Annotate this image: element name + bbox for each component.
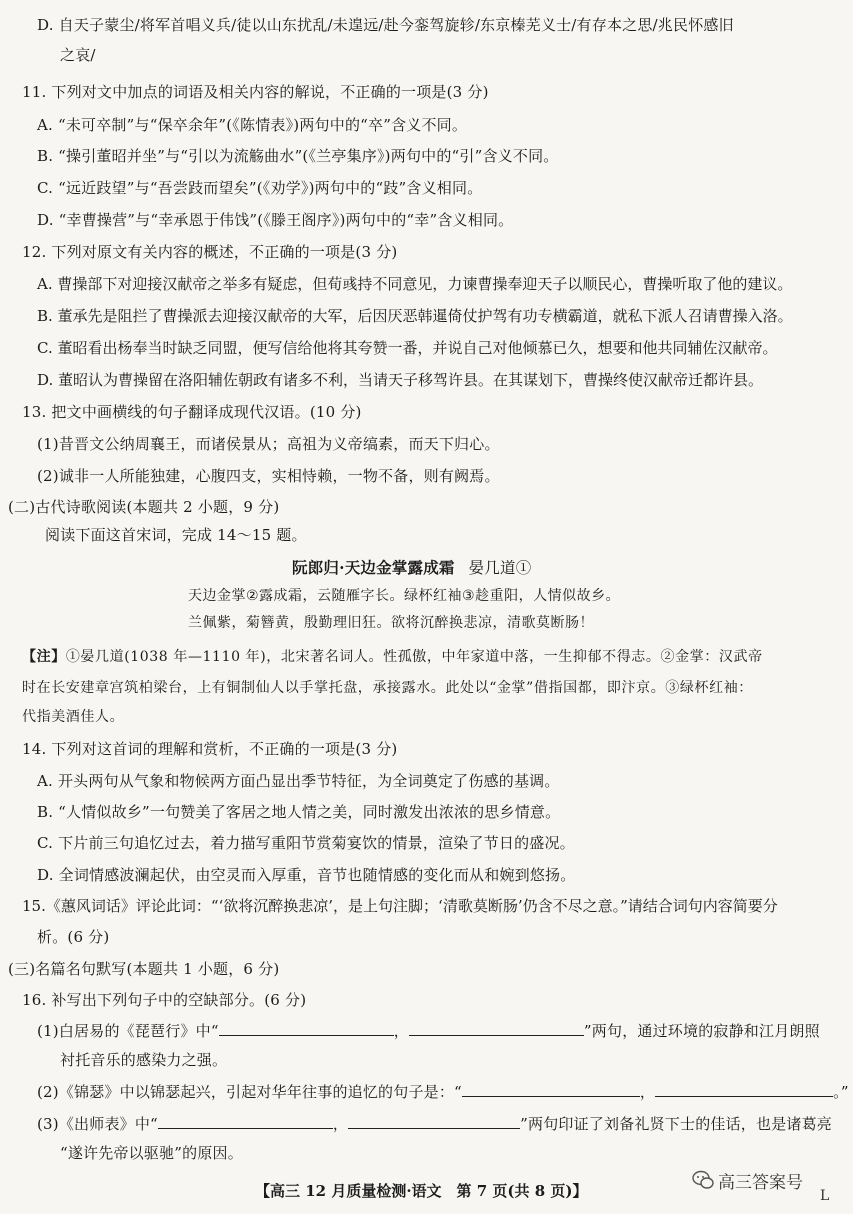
q13-part-2: (2)诚非一人所能独建，心腹四支，实相恃赖，一物不备，则有阙焉。 (37, 467, 500, 485)
q16-part-3 (37, 1113, 832, 1135)
poem-title: 阮郎归·天边金掌露成霜 (292, 558, 455, 577)
fill-blank[interactable] (158, 1114, 333, 1129)
fill-blank[interactable] (462, 1082, 640, 1097)
poem-note-line-3: 代指美酒佳人。 (22, 709, 125, 725)
q16-1-prefix: (1)白居易的《琵琶行》中“ (37, 1022, 219, 1040)
q14-option-a: A. 开头两句从气象和物候两方面凸显出季节特征，为全词奠定了伤感的基调。 (37, 772, 560, 790)
fill-blank[interactable] (409, 1021, 584, 1036)
q12-option-c: C. 董昭看出杨奉当时缺乏同盟，便写信给他将其夸赞一番，并说自己对他倾慕已久，想要和他共同辅佐汉献帝。 (37, 339, 778, 357)
q16-part-2 (37, 1081, 849, 1103)
question-11: 11. 下列对文中加点的词语及相关内容的解说，不正确的一项是(3 分) (22, 83, 489, 101)
q16-2-comma: ， (639, 1083, 656, 1101)
poem-title-line (292, 557, 531, 579)
q16-3-comma: ， (332, 1115, 349, 1133)
section-heading-poetry: (二)古代诗歌阅读(本题共 2 小题，9 分) (8, 498, 280, 516)
fill-blank[interactable] (219, 1021, 394, 1036)
q16-3-suffix: ”两句印证了刘备礼贤下士的佳话，也是诸葛亮 (520, 1115, 832, 1133)
question-14: 14. 下列对这首词的理解和赏析，不正确的一项是(3 分) (22, 740, 398, 758)
q16-2-prefix: (2)《锦瑟》中以锦瑟起兴，引起对华年往事的追忆的句子是：“ (37, 1083, 462, 1101)
q14-option-c: C. 下片前三句追忆过去，着力描写重阳节赏菊宴饮的情景，渲染了节日的盛况。 (37, 834, 575, 852)
q12-option-d: D. 董昭认为曹操留在洛阳辅佐朝政有诸多不利，当请天子移驾许县。在其谋划下，曹操终使汉献帝迁都许县。 (37, 371, 764, 389)
question-15-cont: 析。(6 分) (37, 928, 110, 946)
q16-1-comma: ， (393, 1022, 409, 1040)
question-12: 12. 下列对原文有关内容的概述，不正确的一项是(3 分) (22, 243, 398, 261)
q14-option-d: D. 全词情感波澜起伏，由空灵而入厚重，音节也随情感的变化而从和婉到悠扬。 (37, 866, 576, 884)
fill-blank[interactable] (348, 1114, 520, 1129)
q16-part-3-cont: “遂许先帝以驱驰”的原因。 (60, 1144, 243, 1162)
note-tag: 【注】 (22, 649, 66, 665)
q16-2-suffix: 。” (833, 1083, 849, 1101)
q14-option-b: B. “人情似故乡”一句赞美了客居之地人情之美，同时激发出浓浓的思乡情意。 (37, 803, 561, 821)
q16-part-1-cont: 衬托音乐的感染力之强。 (60, 1051, 228, 1069)
q12-option-b: B. 董承先是阻拦了曹操派去迎接汉献帝的大军，后因厌恶韩暹倚仗护驾有功专横霸道，就私下派人召请曹操入洛。 (37, 307, 793, 325)
poetry-instruction: 阅读下面这首宋词，完成 14～15 题。 (45, 526, 307, 544)
q16-part-1 (37, 1020, 820, 1042)
q11-option-c: C. “远近跂望”与“吾尝跂而望矣”(《劝学》)两句中的“跂”含义相同。 (37, 179, 483, 197)
q11-option-a: A. “未可卒制”与“保卒余年”(《陈情表》)两句中的“卒”含义不同。 (37, 116, 468, 134)
poem-author: 晏几道① (468, 559, 532, 577)
page-corner-mark: L (820, 1188, 830, 1204)
q11-option-d: D. “幸曹操营”与“幸承恩于伟饯”(《滕王阁序》)两句中的“幸”含义相同。 (37, 211, 514, 229)
q13-part-1: (1)昔晋文公纳周襄王，而诸侯景从；高祖为义帝缟素，而天下归心。 (37, 435, 500, 453)
q11-option-b: B. “操引董昭并坐”与“引以为流觞曲水”(《兰亭集序》)两句中的“引”含义不同。 (37, 147, 559, 165)
q12-option-a: A. 曹操部下对迎接汉献帝之举多有疑虑，但荀彧持不同意见，力谏曹操奉迎天子以顺民心，曹操听取了他的建议。 (37, 275, 793, 293)
q16-1-suffix: ”两句，通过环境的寂静和江月朗照 (583, 1022, 820, 1040)
wechat-icon (692, 1170, 714, 1190)
q16-3-prefix: (3)《出师表》中“ (37, 1115, 158, 1133)
fill-blank[interactable] (655, 1082, 833, 1097)
poem-line-2: 兰佩紫，菊簪黄，殷勤理旧狂。欲将沉醉换悲凉，清歌莫断肠！ (188, 615, 594, 631)
question-15: 15.《蕙风词话》评论此词：“‘欲将沉醉换悲凉’，是上句注脚；‘清歌莫断肠’仍含不尽之意。”请结合词句内容简要分 (22, 897, 778, 915)
section-heading-recitation: (三)名篇名句默写(本题共 1 小题，6 分) (8, 960, 280, 978)
poem-note-line-2: 时在长安建章宫筑柏梁台，上有铜制仙人以手掌托盘，承接露水。此处以“金掌”借指国都，即汴京。③绿杯红袖： (22, 680, 753, 696)
page-footer: 【高三 12 月质量检测·语文 第 7 页(共 8 页)】 (255, 1182, 588, 1200)
question-16: 16. 补写出下列句子中的空缺部分。(6 分) (22, 991, 307, 1009)
option-d-q10-cont: 之哀/ (60, 46, 96, 64)
option-d-q10: D. 自天子蒙尘/将军首唱义兵/徒以山东扰乱/未遑远/赴今銮驾旋轸/东京榛芜义士/有存本之思/兆民怀感旧 (37, 16, 734, 34)
poem-line-1: 天边金掌②露成霜，云随雁字长。绿杯红袖③趁重阳，人情似故乡。 (188, 588, 621, 604)
question-13: 13. 把文中画横线的句子翻译成现代汉语。(10 分) (22, 403, 362, 421)
note-text-1: ①晏几道(1038 年—1110 年)，北宋著名词人。性孤傲，中年家道中落，一生抑郁不得志。②金掌：汉武帝 (65, 649, 763, 665)
watermark-label: 高三答案号 (718, 1173, 803, 1193)
poem-note-line-1 (22, 646, 763, 668)
